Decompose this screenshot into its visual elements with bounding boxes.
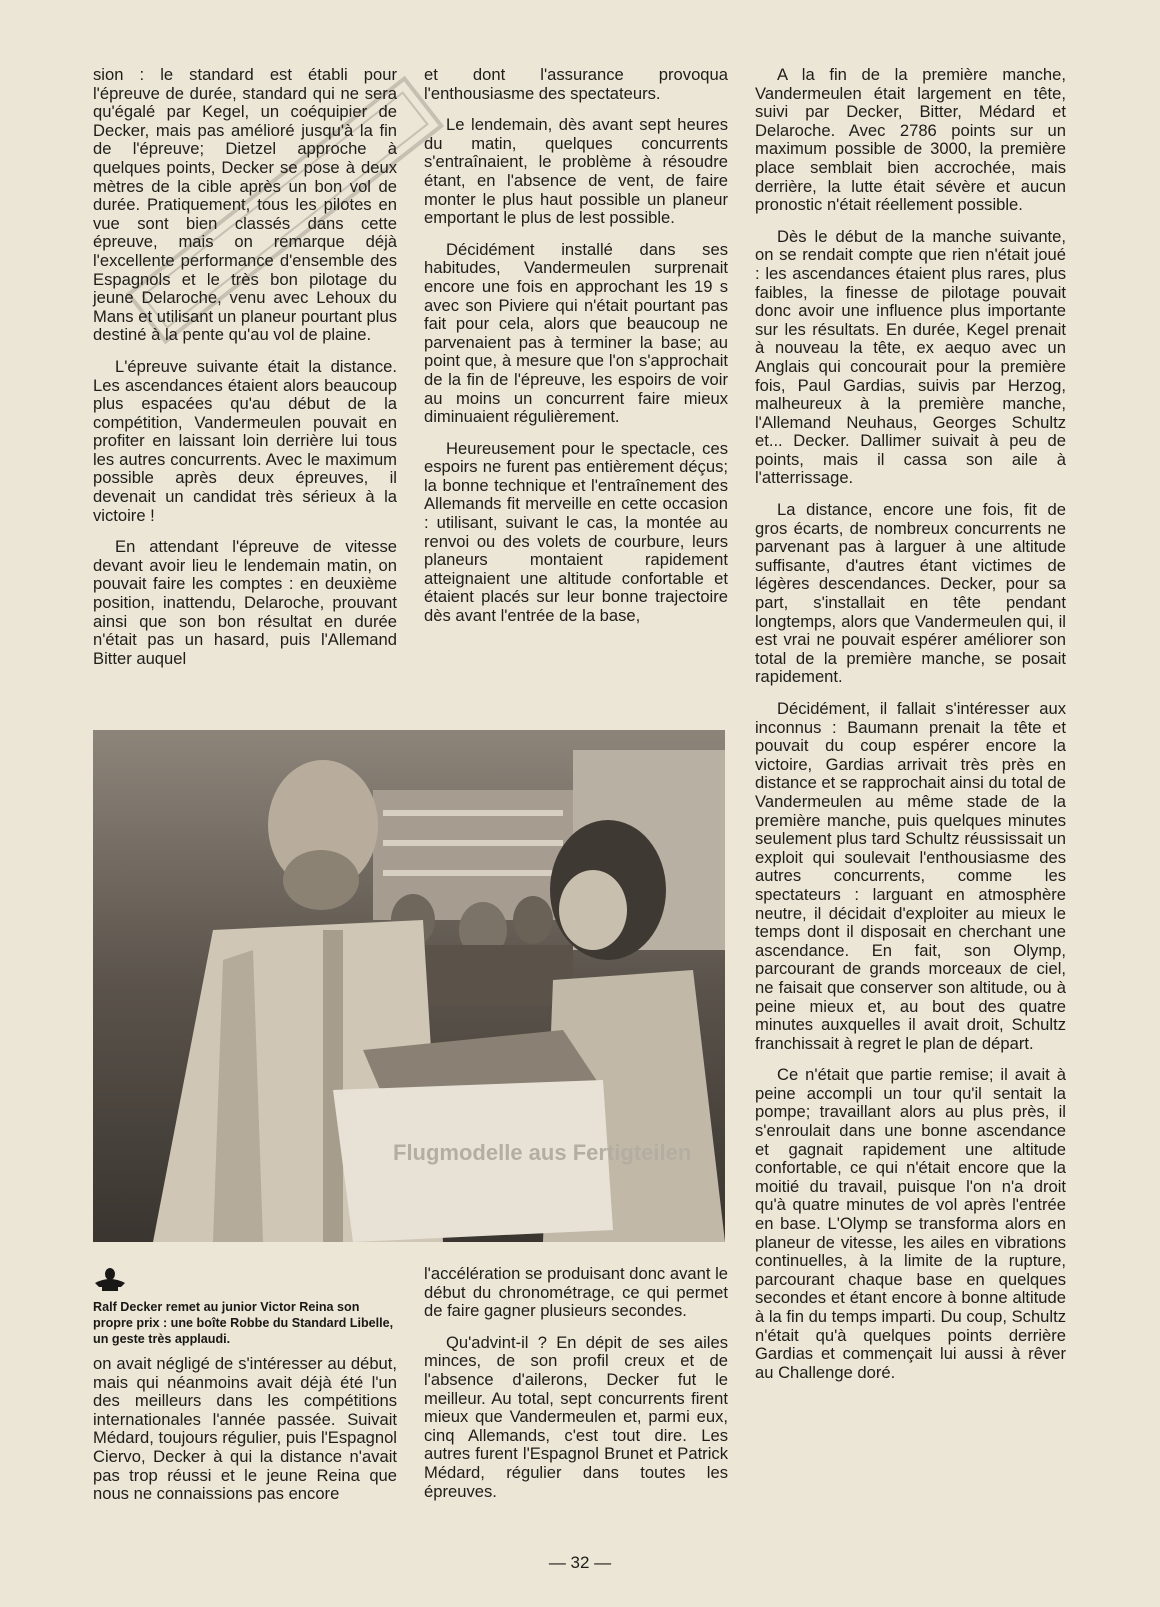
- paragraph: Dès le début de la manche suivante, on se rendait compte que rien n'était joué : les ascendances étaient plus rares, plus faibles, la finesse de pilotage pouvait donc avoir une influence plus importante sur les résultats. En durée, Kegel prenait à nouveau la tête, ex aequo avec un Anglais qui concourait pour la première fois, Paul Gardias, suivis par Herzog, malheureux à la première manche, l'Allemand Neuhaus, Georges Schultz et... Decker. Dallimer suivait à peu de points, mais il cassa son aile à l'atterrissage.: [755, 226, 1066, 488]
- paragraph: Qu'advint-il ? En dépit de ses ailes minces, de son profil creux et de l'absence d'ailerons, Decker fut le meilleur. Au total, sept concurrents firent mieux que Vandermeulen et, parmi eux, cinq Allemands, c'est tout dire. Les autres furent l'Espagnol Brunet et Patrick Médard, régulier dans toutes les épreuves.: [424, 1332, 728, 1501]
- paragraph: Décidément, il fallait s'intéresser aux inconnus : Baumann prenait la tête et pouvait du coup espérer encore la victoire, Gardias arrivait très près en distance et se rapprochait ainsi du total de Vandermeulen au même stade de la première manche, puis quelques minutes seulement plus tard Schultz réussissait un exploit qui soulevait l'enthousiasme des autres concurrents, comme les spectateurs : larguant en atmosphère neutre, il décidait d'exploiter au mieux le temps dont il disposait en cherchant une ascendance. En fait, son Olymp, parcourant de grands morceaux de ciel, ne faisait que conserver son altitude, ou à peine mieux et, au bout des quatre minutes auxquelles il avait droit, Schultz franchissait à regret le plan de départ.: [755, 699, 1066, 1053]
- column-3: [755, 66, 1066, 1395]
- caption-text: Ralf Decker remet au junior Victor Reina son propre prix : une boîte Robbe du Standard Libelle, un geste très applaudi.: [93, 1300, 394, 1346]
- paragraph: Le lendemain, dès avant sept heures du matin, quelques concurrents s'entraînaient, le problème à résoudre étant, en l'absence de vent, de faire monter le plus haut possible un planeur emportant le plus de lest possible.: [424, 115, 728, 228]
- paragraph: sion : le standard est établi pour l'épreuve de durée, standard qui ne sera qu'égalé par Kegel, un coéquipier de Decker, mais pas amélioré jusqu'à la fin de l'épreuve; Dietzel approche à quelques points, Decker se pose à deux mètres de la cible après un bon vol de durée. Pratiquement, tous les pilotes en vue sont bien classés dans cette épreuve, mais on remarque déjà l'excellente performance d'ensemble des Espagnols et le très bon pilotage du jeune Delaroche, venu avec Lehoux du Mans et utilisant un planeur pourtant plus destiné à la pente qu'au vol de plaine.: [93, 65, 397, 345]
- glider-pilot-icon: [93, 1265, 127, 1293]
- column-2-top: [424, 66, 728, 639]
- column-1-top: [93, 66, 397, 681]
- paragraph: on avait négligé de s'intéresser au début, mais qui néanmoins avait déjà été l'un des meilleurs dans les compétitions internationales l'année passée. Suivait Médard, toujours régulier, puis l'Espagnol Ciervo, Decker à qui la distance n'avait pas trop réussi et le jeune Reina que nous ne connaissions pas encore: [93, 1354, 397, 1504]
- paragraph: et dont l'assurance provoqua l'enthousiasme des spectateurs.: [424, 65, 728, 103]
- paragraph: Ce n'était que partie remise; il avait à peine accompli un tour qu'il sentait la pompe; travaillant alors au plus près, il s'enroulait dans une bonne ascendance et gagnait rapidement une altitude confortable, ce qui n'était encore que la moitié du travail, puisque l'on n'a droit qu'à quatre minutes de vol après l'entrée en base. L'Olymp se transforma alors en planeur de vitesse, les ailes en vibrations continuelles, à la limite de la rupture, parcourant chaque base en quelques secondes et étant encore à bonne altitude à la fin du temps imparti. Du coup, Schultz n'était qu'à quelques points derrière Gardias et commençait lui aussi à rêver au Challenge doré.: [755, 1065, 1066, 1382]
- paragraph: La distance, encore une fois, fit de gros écarts, de nombreux concurrents ne parvenant pas à larguer à une altitude suffisante, d'autres étant victimes de légères descendances. Decker, pour sa part, s'installait en tête pendant longtemps, alors que Vandermeulen qui, il est vrai ne pouvait espérer améliorer son total de la première manche, se posait rapidement.: [755, 500, 1066, 687]
- paragraph: En attendant l'épreuve de vitesse devant avoir lieu le lendemain matin, on pouvait faire les comptes : en deuxième position, inattendu, Delaroche, prouvant ainsi que son bon résultat en durée n'était pas un hasard, puis l'Allemand Bitter auquel: [93, 537, 397, 668]
- column-2-bottom: [424, 1265, 728, 1514]
- paragraph: A la fin de la première manche, Vandermeulen était largement en tête, suivi par Decker, Bitter, Médard et Delaroche. Avec 2786 points sur un maximum possible de 3000, la première place semblait bien accrochée, mais derrière, la lutte était sévère et aucun pronostic n'était réellement possible.: [755, 65, 1066, 215]
- column-1-bottom: [93, 1355, 397, 1517]
- paragraph: L'épreuve suivante était la distance. Les ascendances étaient alors beaucoup plus espacées qu'au début de la compétition, Vandermeulen pouvait en profiter en laissant loin derrière lui tous les autres concurrents. Avec le maximum possible après deux épreuves, il devenait un candidat très sérieux à la victoire !: [93, 356, 397, 525]
- paragraph: Décidément installé dans ses habitudes, Vandermeulen surprenait encore une fois en approchant les 19 s avec son Piviere qui n'était pourtant pas fait pour cela, alors que beaucoup ne parvenaient pas à terminer la base; au point que, à mesure que l'on s'approchait de la fin de l'épreuve, les espoirs de voir au moins un concurrent faire mieux diminuaient régulièrement.: [424, 239, 728, 427]
- photo-caption: [93, 1265, 399, 1347]
- paragraph: l'accélération se produisant donc avant le début du chronométrage, ce qui permet de faire gagner plusieurs secondes.: [424, 1264, 728, 1321]
- paragraph: Heureusement pour le spectacle, ces espoirs ne furent pas entièrement déçus; la bonne technique et l'entraînement des Allemands fit merveille en cette occasion : utilisant, suivant le cas, la montée au renvoi ou des volets de courbure, leurs planeurs montaient rapidement atteignaient une altitude confortable et étaient placés sur leur bonne trajectoire dès avant l'entrée de la base,: [424, 438, 728, 626]
- photo: [93, 730, 725, 1242]
- photo-box-text: Flugmodelle aus Fertigteilen: [393, 1140, 692, 1165]
- page-number: — 32 —: [548, 1553, 612, 1572]
- photo-illustration: [93, 730, 725, 1242]
